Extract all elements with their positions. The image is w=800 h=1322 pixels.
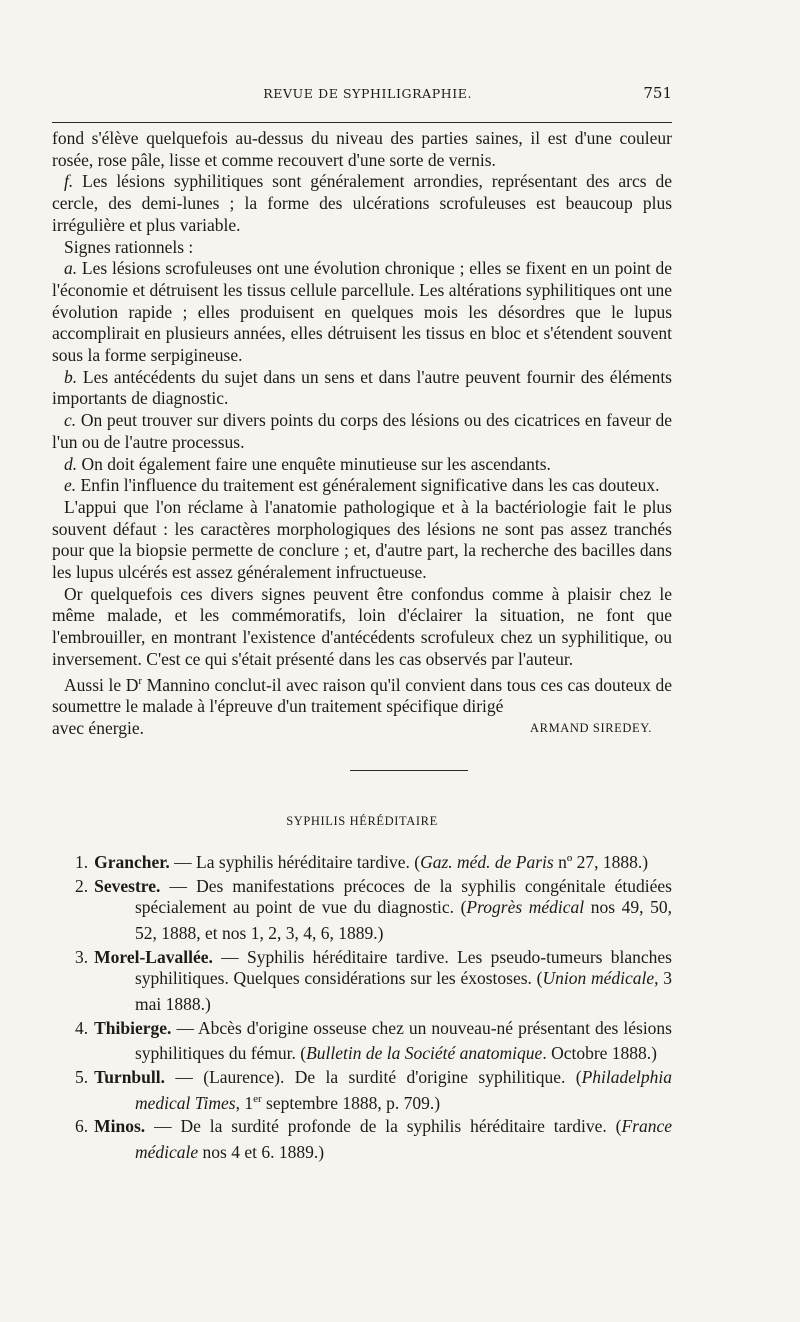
article-body [52,128,672,1165]
paragraph: Aussi le $D^r$ Mannino conclut-il avec raison qu'il convient dans tous ces cas douteux de soumettre le malade à l'épreuve d'un traitement spécifique dirigé [52,674,672,717]
paragraph: a. Les lésions scrofuleuses ont une évolution chronique ; elles se fixent en un point de l'économie et détruisent les tissus cellule parcellule. Les altérations syphilitiques ont une évolution rapide ; elles produisent en quelques mois les désordres que le lupus accomplirait en plusieurs années, elles détruisent les tissus en bloc et s'étendent souvent sous la forme serpigineuse. [52,258,672,366]
section-separator [350,770,468,771]
paragraph: b. Les antécédents du sujet dans un sens et dans l'autre peuvent fournir des éléments importants de diagnostic. [52,366,672,409]
paragraph: L'appui que l'on réclame à l'anatomie pathologique et à la bactériologie fait le plus souvent défaut : les caractères morphologiques des lésions ne sont pas assez tranchés pour que la biopsie permette de conclure ; et, d'autre part, la recherche des bacilles dans les lupus ulcérés est assez généralement infructueuse. [52,496,672,583]
reference-author: Morel-Lavallée. [94,946,213,967]
reference-author: Grancher. [94,852,170,873]
reference-list [52,848,672,1163]
reference-t2: . Octobre 1888.) [542,1043,658,1064]
section-title: SYPHILIS HÉRÉDITAIRE [286,813,438,828]
paragraph: f. Les lésions syphilitiques sont généralement arrondies, représentant des arcs de cercle, des demi-lunes ; la forme des ulcérations scrofuleuses est beaucoup plus irrégulière et plus variable. [52,171,672,235]
reference-i1: France médicale [135,1116,672,1162]
reference-num: 6. [75,1116,89,1137]
reference-t2: , 1 [235,1092,254,1113]
paragraph: e. Enfin l'influence du traitement est généralement significative dans les cas douteux. [64,475,660,496]
reference-num: 4. [75,1017,89,1038]
reference-t2: nº 27, 1888.) [553,852,649,873]
reference-author: Thibierge. [94,1017,172,1038]
paragraph: c. On peut trouver sur divers points du corps des lésions ou des cicatrices en faveur de l'un ou de l'autre processus. [52,410,672,452]
reference-num: 1. [75,852,89,873]
reference-i1: Gaz. méd. de Paris [420,852,554,873]
reference-sup: er [253,1092,262,1105]
reference-author: Turnbull. [94,1066,165,1087]
reference-i1: Union médicale [542,968,655,989]
reference-i1: Philadelphia medical Times [135,1066,672,1113]
paragraph: d. On doit également faire une enquête minutieuse sur les ascendants. [64,453,551,474]
running-header [52,84,672,102]
reference-t1: — Des manifestations précoces de la syphilis congénitale étudiées spécialement au point de vue du diagnostic. ( [135,875,672,918]
reference-t2: nos 49, 50, 52, 1888, et nos 1, 2, 3, 4, 6, 1889.) [135,897,672,943]
reference-item [52,848,672,874]
reference-num: 5. [75,1066,89,1087]
paragraph-heading: Signes rationnels : [64,236,194,257]
author-signature: ARMAND SIREDEY. [530,720,652,735]
paragraph: fond s'élève quelquefois au-dessus du niveau des parties saines, il est d'une couleur rosée, rose pâle, lisse et comme recouvert d'une sorte de vernis. [52,128,672,170]
header-rule [52,122,672,123]
reference-item [52,947,672,1016]
reference-num: 3. [75,946,89,967]
reference-item [52,1116,672,1163]
reference-num: 2. [75,875,89,896]
page-number: 751 [643,84,672,102]
reference-t1: — La syphilis héréditaire tardive. ( [169,852,421,873]
reference-t1: — (Laurence). De la surdité d'origine syphilitique. ( [165,1066,582,1087]
reference-t1: — Syphilis héréditaire tardive. Les pseudo-tumeurs blanches syphilitiques. Quelques considérations sur les éxostoses. ( [135,946,672,989]
reference-i1: Bulletin de la Société anatomique [306,1043,543,1064]
reference-t2: nos 4 et 6. 1889.) [198,1141,325,1162]
reference-t1: — De la surdité profonde de la syphilis héréditaire tardive. ( [145,1116,622,1137]
reference-author: Minos. [94,1116,146,1137]
reference-t2: , 3 mai 1888.) [135,968,672,1014]
closing-text: avec énergie. [52,717,144,738]
reference-item [52,1018,672,1065]
running-title: REVUE DE SYPHILIGRAPHIE. [263,86,473,101]
paragraph: Or quelquefois ces divers signes peuvent être confondus comme à plaisir chez le même malade, et les commémoratifs, loin d'éclairer la situation, ne font que l'embrouiller, en montrant l'existence d'antécédents scrofuleux chez un syphilitique, ou inversement. C'est ce qui s'était présenté dans les cas observés par l'auteur. [52,583,672,669]
closing-line [52,718,672,740]
reference-t4: septembre 1888, p. 709.) [261,1092,441,1113]
reference-i1: Progrès médical [466,897,585,918]
reference-item [52,1067,672,1114]
reference-author: Sevestre. [94,875,161,896]
reference-item [52,876,672,945]
reference-t1: — Abcès d'origine osseuse chez un nouveau-né présentant des lésions syphilitiques du fémur. ( [135,1017,672,1064]
